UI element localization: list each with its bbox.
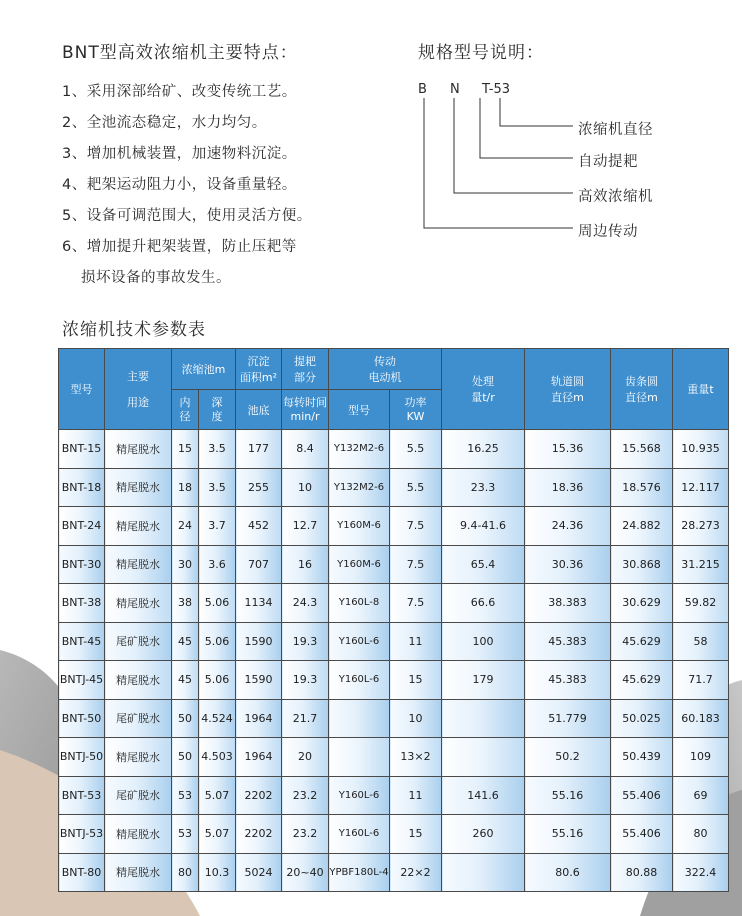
cell-capacity: 66.6 — [442, 584, 525, 623]
cell-inner: 80 — [172, 853, 199, 892]
spec-code-t: T-53 — [482, 82, 510, 97]
cell-bottom: 1964 — [236, 699, 282, 738]
cell-use: 精尾脱水 — [105, 738, 172, 777]
cell-bottom: 5024 — [236, 853, 282, 892]
header-lift-top: 提耙 — [294, 355, 316, 368]
cell-use: 尾矿脱水 — [105, 776, 172, 815]
cell-track: 15.36 — [525, 430, 611, 469]
header-rpm: 每转时间 min/r — [282, 390, 329, 430]
cell-capacity — [442, 699, 525, 738]
cell-power: 7.5 — [390, 507, 442, 546]
cell-rpm: 19.3 — [282, 661, 329, 700]
cell-capacity: 260 — [442, 815, 525, 854]
header-use-top: 主要 — [127, 370, 149, 383]
header-capacity: 处理 量t/r — [442, 349, 525, 430]
cell-motor: Y132M2-6 — [329, 430, 390, 469]
cell-use: 精尾脱水 — [105, 545, 172, 584]
cell-model: BNT-38 — [59, 584, 105, 623]
cell-use: 精尾脱水 — [105, 815, 172, 854]
cell-bottom: 452 — [236, 507, 282, 546]
cell-capacity: 100 — [442, 622, 525, 661]
cell-inner: 15 — [172, 430, 199, 469]
cell-rpm: 12.7 — [282, 507, 329, 546]
spec-code-b: B — [418, 82, 427, 97]
cell-motor: Y160L-6 — [329, 776, 390, 815]
cell-use: 精尾脱水 — [105, 507, 172, 546]
cell-use: 精尾脱水 — [105, 468, 172, 507]
cell-use: 精尾脱水 — [105, 430, 172, 469]
cell-weight: 71.7 — [673, 661, 729, 700]
cell-inner: 50 — [172, 699, 199, 738]
cell-depth: 3.7 — [199, 507, 236, 546]
cell-motor: Y132M2-6 — [329, 468, 390, 507]
cell-capacity: 23.3 — [442, 468, 525, 507]
header-settle-bottom: 面积m² — [239, 371, 278, 384]
cell-capacity: 9.4-41.6 — [442, 507, 525, 546]
features-section — [62, 38, 312, 294]
header-inner: 内 径 — [172, 390, 199, 430]
cell-bottom: 2202 — [236, 776, 282, 815]
cell-capacity: 65.4 — [442, 545, 525, 584]
cell-track: 38.383 — [525, 584, 611, 623]
cell-bottom: 707 — [236, 545, 282, 584]
cell-track: 45.383 — [525, 622, 611, 661]
cell-use: 精尾脱水 — [105, 584, 172, 623]
cell-model: BNTJ-53 — [59, 815, 105, 854]
cell-depth: 5.06 — [199, 661, 236, 700]
cell-motor — [329, 699, 390, 738]
header-rack: 齿条圆 直径m — [611, 349, 673, 430]
cell-weight: 58 — [673, 622, 729, 661]
cell-motor: Y160L-6 — [329, 815, 390, 854]
cell-track: 45.383 — [525, 661, 611, 700]
cell-rack: 45.629 — [611, 622, 673, 661]
cell-rack: 30.868 — [611, 545, 673, 584]
cell-track: 55.16 — [525, 815, 611, 854]
cell-inner: 45 — [172, 622, 199, 661]
table-title: 浓缩机技术参数表 — [62, 320, 206, 340]
cell-rack: 50.439 — [611, 738, 673, 777]
cell-model: BNT-45 — [59, 622, 105, 661]
spec-code-n: N — [450, 82, 460, 97]
feature-item: 6、增加提升耙架装置，防止压耙等 — [62, 239, 297, 255]
cell-bottom: 1590 — [236, 622, 282, 661]
cell-model: BNT-18 — [59, 468, 105, 507]
cell-capacity: 16.25 — [442, 430, 525, 469]
cell-bottom: 1134 — [236, 584, 282, 623]
cell-track: 80.6 — [525, 853, 611, 892]
cell-weight: 60.183 — [673, 699, 729, 738]
cell-power: 15 — [390, 815, 442, 854]
cell-motor: Y160L-6 — [329, 661, 390, 700]
cell-use: 精尾脱水 — [105, 661, 172, 700]
cell-depth: 5.06 — [199, 584, 236, 623]
spec-title: 规格型号说明： — [418, 43, 544, 63]
cell-bottom: 1964 — [236, 738, 282, 777]
header-weight: 重量t — [673, 349, 729, 430]
header-power: 功率 KW — [390, 390, 442, 430]
cell-power: 5.5 — [390, 468, 442, 507]
cell-model: BNT-80 — [59, 853, 105, 892]
header-settle — [236, 349, 282, 390]
table-row — [59, 738, 729, 777]
cell-rpm: 24.3 — [282, 584, 329, 623]
cell-inner: 38 — [172, 584, 199, 623]
cell-model: BNTJ-45 — [59, 661, 105, 700]
spec-connector-lines — [418, 38, 718, 258]
cell-depth: 3.6 — [199, 545, 236, 584]
header-lift — [282, 349, 329, 390]
cell-depth: 4.503 — [199, 738, 236, 777]
header-use-bottom: 用途 — [127, 396, 149, 409]
cell-weight: 69 — [673, 776, 729, 815]
cell-weight: 322.4 — [673, 853, 729, 892]
cell-rack: 24.882 — [611, 507, 673, 546]
cell-inner: 24 — [172, 507, 199, 546]
cell-model: BNT-50 — [59, 699, 105, 738]
cell-power: 15 — [390, 661, 442, 700]
cell-rpm: 8.4 — [282, 430, 329, 469]
cell-depth: 5.07 — [199, 815, 236, 854]
cell-power: 7.5 — [390, 584, 442, 623]
cell-rack: 55.406 — [611, 815, 673, 854]
cell-rpm: 16 — [282, 545, 329, 584]
cell-track: 51.779 — [525, 699, 611, 738]
cell-inner: 30 — [172, 545, 199, 584]
table-row — [59, 622, 729, 661]
cell-rack: 50.025 — [611, 699, 673, 738]
table-row — [59, 507, 729, 546]
cell-motor — [329, 738, 390, 777]
table-row — [59, 776, 729, 815]
header-motor-model: 型号 — [329, 390, 390, 430]
cell-model: BNT-24 — [59, 507, 105, 546]
header-drive — [329, 349, 442, 390]
cell-capacity: 179 — [442, 661, 525, 700]
header-pool: 浓缩池m — [172, 349, 236, 390]
cell-capacity — [442, 738, 525, 777]
table-row — [59, 699, 729, 738]
cell-rack: 80.88 — [611, 853, 673, 892]
header-drive-bottom: 电动机 — [368, 371, 402, 384]
cell-use: 尾矿脱水 — [105, 699, 172, 738]
cell-bottom: 177 — [236, 430, 282, 469]
spec-section — [418, 38, 718, 258]
cell-rack: 45.629 — [611, 661, 673, 700]
header-settle-top: 沉淀 — [247, 355, 270, 368]
cell-use: 尾矿脱水 — [105, 622, 172, 661]
parameters-table — [58, 348, 729, 892]
header-lift-bottom: 部分 — [294, 371, 316, 384]
cell-weight: 10.935 — [673, 430, 729, 469]
feature-item-continued: 损坏设备的事故发生。 — [81, 270, 231, 286]
cell-weight: 31.215 — [673, 545, 729, 584]
cell-track: 24.36 — [525, 507, 611, 546]
cell-power: 5.5 — [390, 430, 442, 469]
cell-power: 22×2 — [390, 853, 442, 892]
cell-model: BNTJ-50 — [59, 738, 105, 777]
table-row — [59, 545, 729, 584]
cell-bottom: 1590 — [236, 661, 282, 700]
cell-power: 13×2 — [390, 738, 442, 777]
cell-track: 55.16 — [525, 776, 611, 815]
cell-bottom: 2202 — [236, 815, 282, 854]
cell-capacity — [442, 853, 525, 892]
cell-power: 7.5 — [390, 545, 442, 584]
cell-rpm: 20~40 — [282, 853, 329, 892]
cell-track: 18.36 — [525, 468, 611, 507]
cell-bottom: 255 — [236, 468, 282, 507]
cell-model: BNT-15 — [59, 430, 105, 469]
cell-model: BNT-30 — [59, 545, 105, 584]
cell-use: 精尾脱水 — [105, 853, 172, 892]
cell-rpm: 20 — [282, 738, 329, 777]
cell-inner: 18 — [172, 468, 199, 507]
cell-depth: 4.524 — [199, 699, 236, 738]
feature-item: 1、采用深部给矿、改变传统工艺。 — [62, 84, 297, 100]
cell-motor: Y160M-6 — [329, 545, 390, 584]
feature-item: 4、耙架运动阻力小，设备重量轻。 — [62, 177, 297, 193]
spec-label-peripheral-drive: 周边传动 — [578, 224, 638, 240]
header-drive-top: 传动 — [374, 355, 396, 368]
cell-model: BNT-53 — [59, 776, 105, 815]
feature-item: 3、增加机械装置，加速物料沉淀。 — [62, 146, 297, 162]
cell-depth: 5.06 — [199, 622, 236, 661]
cell-depth: 3.5 — [199, 430, 236, 469]
feature-item: 2、全池流态稳定，水力均匀。 — [62, 115, 267, 131]
cell-weight: 59.82 — [673, 584, 729, 623]
cell-weight: 12.117 — [673, 468, 729, 507]
cell-motor: Y160L-6 — [329, 622, 390, 661]
features-title: BNT型高效浓缩机主要特点： — [62, 43, 298, 63]
cell-depth: 10.3 — [199, 853, 236, 892]
cell-motor: YPBF180L-4 — [329, 853, 390, 892]
table-row — [59, 661, 729, 700]
cell-motor: Y160L-8 — [329, 584, 390, 623]
table-row — [59, 468, 729, 507]
table-row — [59, 584, 729, 623]
header-track: 轨道圆 直径m — [525, 349, 611, 430]
cell-inner: 45 — [172, 661, 199, 700]
cell-rack: 18.576 — [611, 468, 673, 507]
cell-rpm: 21.7 — [282, 699, 329, 738]
cell-motor: Y160M-6 — [329, 507, 390, 546]
spec-label-auto-lift: 自动提耙 — [578, 154, 638, 170]
cell-depth: 3.5 — [199, 468, 236, 507]
feature-item: 5、设备可调范围大，使用灵活方便。 — [62, 208, 312, 224]
cell-rpm: 23.2 — [282, 815, 329, 854]
cell-weight: 109 — [673, 738, 729, 777]
table-row — [59, 815, 729, 854]
cell-track: 50.2 — [525, 738, 611, 777]
header-model: 型号 — [59, 349, 105, 430]
cell-capacity: 141.6 — [442, 776, 525, 815]
header-depth: 深 度 — [199, 390, 236, 430]
header-use — [105, 349, 172, 430]
cell-depth: 5.07 — [199, 776, 236, 815]
cell-weight: 28.273 — [673, 507, 729, 546]
cell-inner: 53 — [172, 776, 199, 815]
cell-rpm: 19.3 — [282, 622, 329, 661]
cell-power: 11 — [390, 622, 442, 661]
cell-rpm: 10 — [282, 468, 329, 507]
cell-inner: 50 — [172, 738, 199, 777]
table-row — [59, 853, 729, 892]
cell-power: 10 — [390, 699, 442, 738]
cell-rack: 30.629 — [611, 584, 673, 623]
header-bottom: 池底 — [236, 390, 282, 430]
cell-rack: 15.568 — [611, 430, 673, 469]
cell-rack: 55.406 — [611, 776, 673, 815]
cell-rpm: 23.2 — [282, 776, 329, 815]
cell-power: 11 — [390, 776, 442, 815]
spec-label-high-efficiency: 高效浓缩机 — [578, 189, 653, 205]
spec-label-diameter: 浓缩机直径 — [578, 122, 653, 138]
table-row — [59, 430, 729, 469]
cell-weight: 80 — [673, 815, 729, 854]
cell-track: 30.36 — [525, 545, 611, 584]
cell-inner: 53 — [172, 815, 199, 854]
